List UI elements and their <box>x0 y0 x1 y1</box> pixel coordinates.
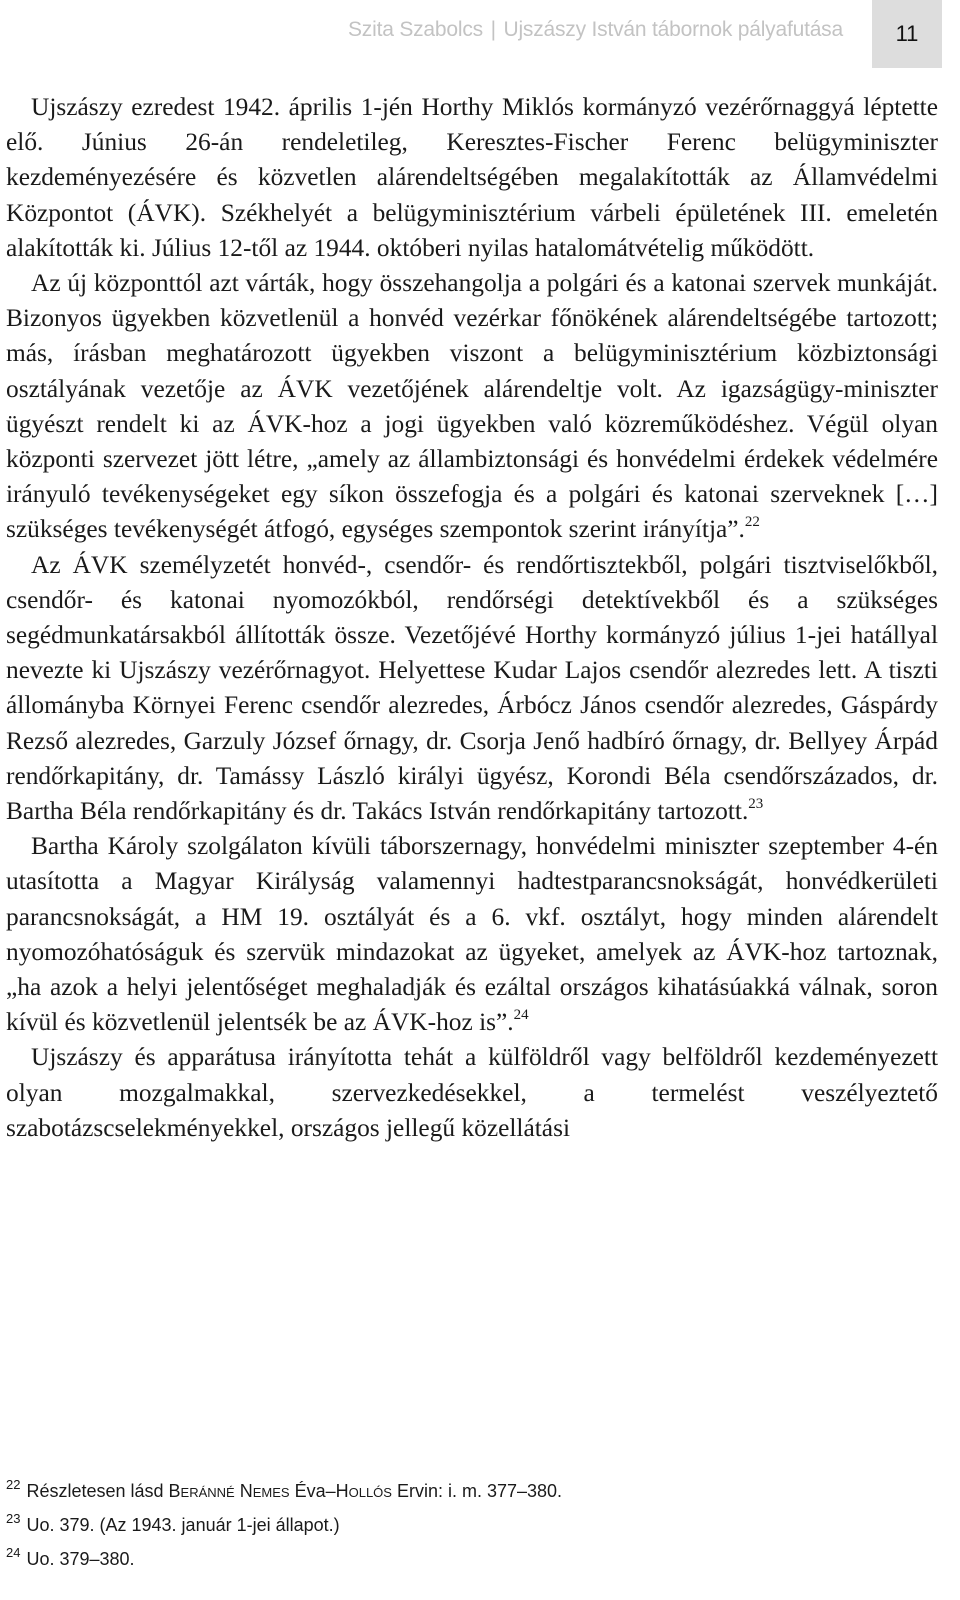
footnote-reference[interactable]: 22 <box>744 514 760 531</box>
running-head <box>348 18 843 42</box>
body-text <box>6 90 938 1146</box>
page-number: 11 <box>895 21 919 46</box>
footnote-reference[interactable]: 24 <box>513 1007 529 1024</box>
footnotes <box>6 1474 938 1576</box>
running-head-title: Ujszászy István tábornok pályafutása <box>503 18 843 41</box>
footnote <box>6 1508 938 1542</box>
footnote-number: 24 <box>6 1545 21 1560</box>
running-head-author: Szita Szabolcs <box>348 18 483 41</box>
footnote-number: 23 <box>6 1511 21 1526</box>
paragraph-text: Ujszászy ezredest 1942. április 1-jén Horthy Miklós kormányzó vezérőrnaggyá léptette elő. Június 26-án rendeletileg, Keresztes-Fischer Ferenc belügyminiszter kezdeményezésére és közvetlen alárendeltségében megalakították az Államvédelmi Központot (ÁVK). Székhelyét a belügyminisztérium várbeli épületének III. emeletén alakították ki. Július 12-től az 1944. októberi nyilas hatalomátvételig működött. <box>6 93 938 262</box>
paragraph-text: Ujszászy és apparátusa irányította tehát a külföldről vagy belföldről kezdeményezett olyan mozgalmakkal, szervezkedésekkel, a termelést veszélyeztető szabotázscselekményekkel, országos jellegű közellátási <box>6 1043 938 1142</box>
paragraph-text: Az új központtól azt várták, hogy összehangolja a polgári és a katonai szervek munkáját. Bizonyos ügyekben közvetlenül a honvéd vezérkar főnökének alárendeltségébe tartozott; más, írásban meghatározott ügyekben viszont a belügyminisztérium közbiztonsági osztályának vezetője az ÁVK vezetőjének alárendeltje volt. Az igazságügy-miniszter ügyészt rendelt ki az ÁVK-hoz a jogi ügyekben való közreműködéshez. Végül olyan központi szervezet jött létre, „amely az állambiztonsági és honvédelmi érdekek védelmére irányuló tevékenységeket egy síkon összefogja és a polgári és katonai szerveknek […] szükséges tevékenységét átfogó, egységes szempontok szerint irányítja”. <box>6 269 938 544</box>
running-head-separator: | <box>490 18 496 41</box>
page-number-box <box>872 0 942 68</box>
footnote-text: Uo. 379. (Az 1943. január 1-jei állapot.) <box>26 1515 340 1535</box>
footnote-author-name: Hollós <box>335 1481 392 1501</box>
footnote-reference[interactable]: 23 <box>748 796 764 813</box>
footnote <box>6 1474 938 1508</box>
footnote-text: Éva– <box>289 1481 336 1501</box>
page-header <box>0 0 960 70</box>
footnote-text: Részletesen lásd <box>26 1481 169 1501</box>
paragraph <box>6 266 938 548</box>
paragraph <box>6 829 938 1040</box>
footnote-text: Ervin: i. m. 377–380. <box>391 1481 563 1501</box>
footnote-number: 22 <box>6 1477 21 1492</box>
footnote <box>6 1542 938 1576</box>
paragraph <box>6 1040 938 1146</box>
paragraph <box>6 90 938 266</box>
paragraph <box>6 548 938 830</box>
paragraph-text: Az ÁVK személyzetét honvéd-, csendőr- és rendőrtisztekből, polgári tisztviselőkből, csendőr- és katonai nyomozókból, rendőrségi detektívekből és a szükséges segédmunkatársakból állították össze. Vezetőjévé Horthy kormányzó július 1-jei hatállyal nevezte ki Ujszászy vezérőrnagyot. Helyettese Kudar Lajos csendőr alezredes lett. A tiszti állományba Környei Ferenc csendőr alezredes, Árbócz János csendőr alezredes, Gáspárdy Rezső alezredes, Garzuly József őrnagy, dr. Csorja Jenő hadbíró őrnagy, dr. Bellyey Árpád rendőrkapitány, dr. Tamássy László királyi ügyész, Korondi Béla csendőrszázados, dr. Bartha Béla rendőrkapitány és dr. Takács István rendőrkapitány tartozott. <box>6 550 938 826</box>
footnote-text: Uo. 379–380. <box>26 1549 135 1569</box>
footnote-author-name: Beránné Nemes <box>168 1481 290 1501</box>
paragraph-text: Bartha Károly szolgálaton kívüli táborszernagy, honvédelmi miniszter szeptember 4-én utasította a Magyar Királyság valamennyi hadtestparancsnokságát, honvédkerületi parancsnokságát, a HM 19. osztályát és a 6. vkf. osztályt, hogy minden alárendelt nyomozóhatóságuk és szervük mindazokat az ügyeket, amelyek az ÁVK-hoz tartoznak, „ha azok a helyi jelentőséget meghaladják és ezáltal országos kihatásúakká válnak, soron kívül és közvetlenül jelentsék be az ÁVK-hoz is”. <box>6 832 938 1037</box>
